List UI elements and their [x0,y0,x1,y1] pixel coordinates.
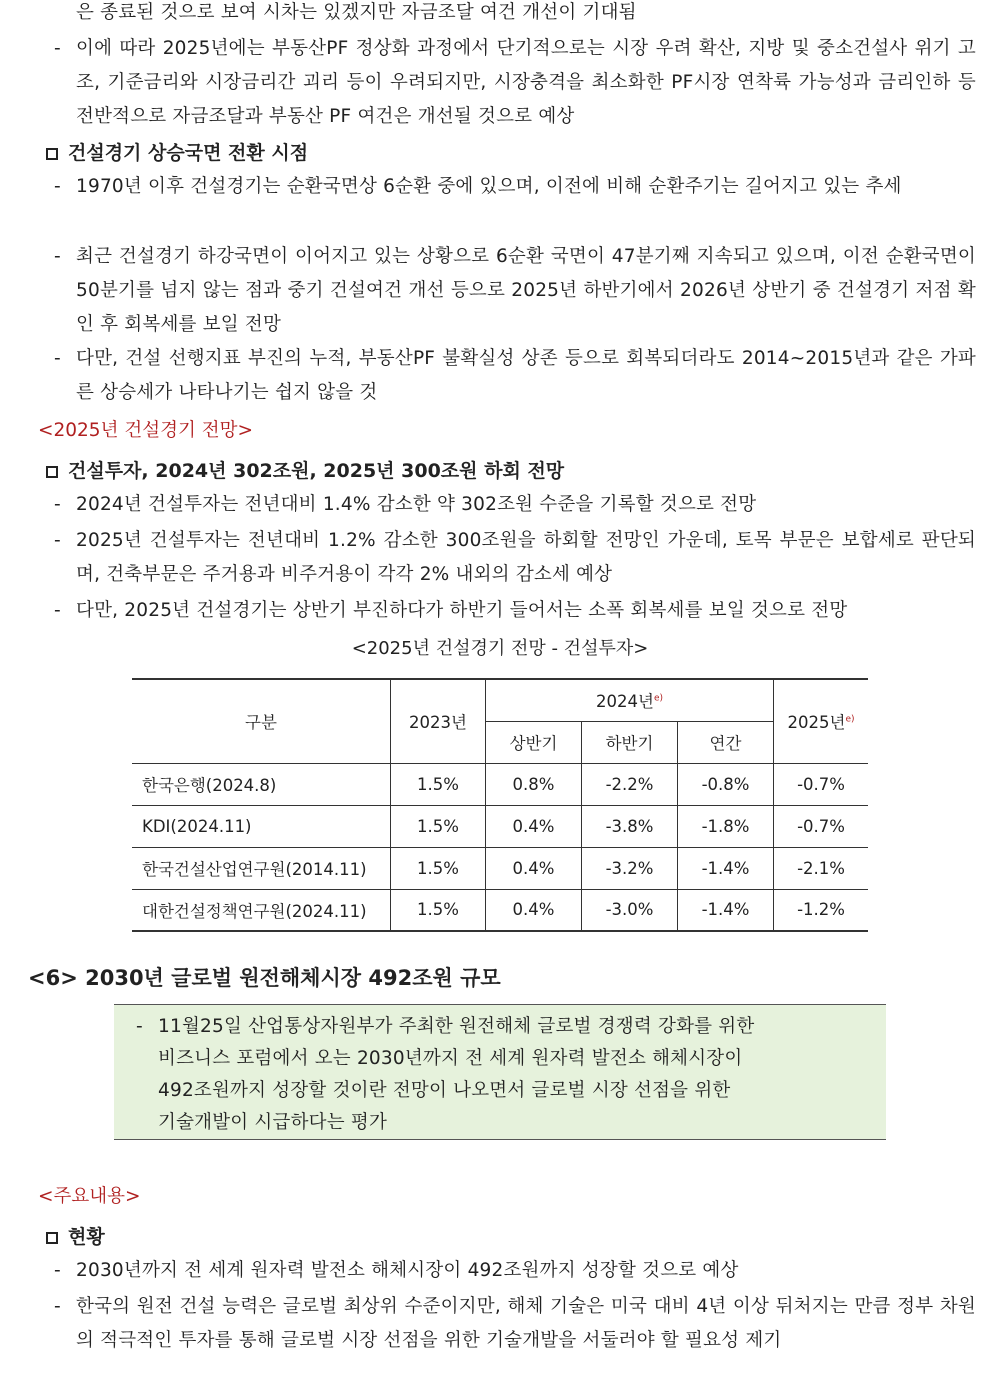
bullet-dash: - [54,494,61,515]
summary-line: 492조원까지 성장할 것이란 전망이 나오면서 글로벌 시장 선점을 위한 [158,1080,731,1101]
outlook-label: <2025년 건설경기 전망> [38,420,253,441]
checkbox-icon [46,148,58,160]
bullet-dash: - [54,38,61,59]
bullet-dash: - [54,600,61,621]
table-row [132,847,868,889]
col-header-2023: 2023년 [391,679,486,763]
cell-h2: -2.2% [582,763,678,805]
cell-h2: -3.0% [582,889,678,931]
bullet-text: 2024년 건설투자는 전년대비 1.4% 감소한 약 302조원 수준을 기록할 것으로 전망 [76,494,757,515]
checkbox-icon [46,466,58,478]
summary-text [158,1011,858,1139]
summary-line: 11월25일 산업통상자원부가 주최한 원전해체 글로벌 경쟁력 강화를 위한 [158,1016,755,1037]
col-header-annual: 연간 [678,721,774,763]
bullet-text: 2030년까지 전 세계 원자력 발전소 해체시장이 492조원까지 성장할 것으로 예상 [76,1260,739,1281]
bullet-text: 1970년 이후 건설경기는 순환국면상 6순환 중에 있으며, 이전에 비해 순환주기는 길어지고 있는 추세 [76,176,902,197]
cell-h2: -3.8% [582,805,678,847]
bullet-dash: - [136,1016,143,1037]
cell-2025: -1.2% [774,889,869,931]
section6-title: <6> 2030년 글로벌 원전해체시장 492조원 규모 [28,966,501,990]
table-row [132,889,868,931]
summary-box [114,1004,886,1140]
forecast-table [132,678,868,932]
col-header-h1: 상반기 [486,721,582,763]
cell-h2: -3.2% [582,847,678,889]
col-header-h2: 하반기 [582,721,678,763]
cell-org: 한국건설산업연구원(2014.11) [132,847,391,889]
col-header-2025: 2025년$^{e)}$ [774,679,869,763]
cell-2023: 1.5% [391,805,486,847]
cell-2025: -0.7% [774,763,869,805]
bullet-text: 이에 따라 2025년에는 부동산PF 정상화 과정에서 단기적으로는 시장 우려 확산, 지방 및 중소건설사 위기 고조, 기준금리와 시장금리간 괴리 등이 우려되지만, 시장충격을 최소화한 PF시장 연착륙 가능성과 금리인하 등 전반적으로 자금조달과 부동산 PF 여건은 개선될 것으로 예상 [76,38,976,127]
bullet-text: 2025년 건설투자는 전년대비 1.2% 감소한 300조원을 하회할 전망인 가운데, 토목 부문은 보합세로 판단되며, 건축부문은 주거용과 비주거용이 각각 2% 내외의 감소세 예상 [76,530,976,585]
cell-annual: -1.8% [678,805,774,847]
checkbox-icon [46,1232,58,1244]
bullet-dash: - [54,1296,61,1317]
section-heading-investment: 건설투자, 2024년 302조원, 2025년 300조원 하회 전망 [46,454,564,488]
main-content-label: <주요내용> [38,1186,141,1207]
col-header-category: 구분 [132,679,391,763]
bullet-dash: - [54,348,61,369]
bullet-text: 최근 건설경기 하강국면이 이어지고 있는 상황으로 6순환 국면이 47분기째 지속되고 있으며, 이전 순환국면이 50분기를 넘지 않는 점과 중기 건설여건 개선 등으로 2025년 하반기에서 2026년 상반기 중 건설경기 저점 확인 후 회복세를 보일 전망 [76,246,976,335]
bullet-text: 다만, 건설 선행지표 부진의 누적, 부동산PF 불확실성 상존 등으로 회복되더라도 2014~2015년과 같은 가파른 상승세가 나타나기는 쉽지 않을 것 [76,348,976,403]
cell-annual: -0.8% [678,763,774,805]
table-row [132,763,868,805]
cell-h1: 0.4% [486,847,582,889]
cell-h1: 0.4% [486,805,582,847]
cell-annual: -1.4% [678,889,774,931]
summary-line: 기술개발이 시급하다는 평가 [158,1112,388,1133]
bullet-text: 한국의 원전 건설 능력은 글로벌 최상위 수준이지만, 해체 기술은 미국 대비 4년 이상 뒤처지는 만큼 정부 차원의 적극적인 투자를 통해 글로벌 시장 선점을 위한 기술개발을 서둘러야 할 필요성 제기 [76,1296,976,1351]
table-row [132,805,868,847]
cell-org: 대한건설정책연구원(2024.11) [132,889,391,931]
cell-2023: 1.5% [391,847,486,889]
bullet-dash: - [54,246,61,267]
cell-org: 한국은행(2024.8) [132,763,391,805]
section-heading-status: 현황 [46,1220,105,1254]
cell-h1: 0.4% [486,889,582,931]
bullet-dash: - [54,1260,61,1281]
cell-2023: 1.5% [391,763,486,805]
cell-2025: -2.1% [774,847,869,889]
cell-2023: 1.5% [391,889,486,931]
cell-annual: -1.4% [678,847,774,889]
col-header-2024: 2024년$^{e)}$ [486,679,774,721]
bullet-dash: - [54,530,61,551]
section-heading-upturn: 건설경기 상승국면 전환 시점 [46,136,308,170]
summary-line: 비즈니스 포럼에서 오는 2030년까지 전 세계 원자력 발전소 해체시장이 [158,1048,743,1069]
cell-2025: -0.7% [774,805,869,847]
continuation-text: 은 종료된 것으로 보여 시차는 있겠지만 자금조달 여건 개선이 기대됨 [76,2,637,23]
bullet-text: 다만, 2025년 건설경기는 상반기 부진하다가 하반기 들어서는 소폭 회복세를 보일 것으로 전망 [76,600,848,621]
cell-org: KDI(2024.11) [132,805,391,847]
bullet-dash: - [54,176,61,197]
table-caption: <2025년 건설경기 전망 - 건설투자> [351,638,649,659]
cell-h1: 0.8% [486,763,582,805]
